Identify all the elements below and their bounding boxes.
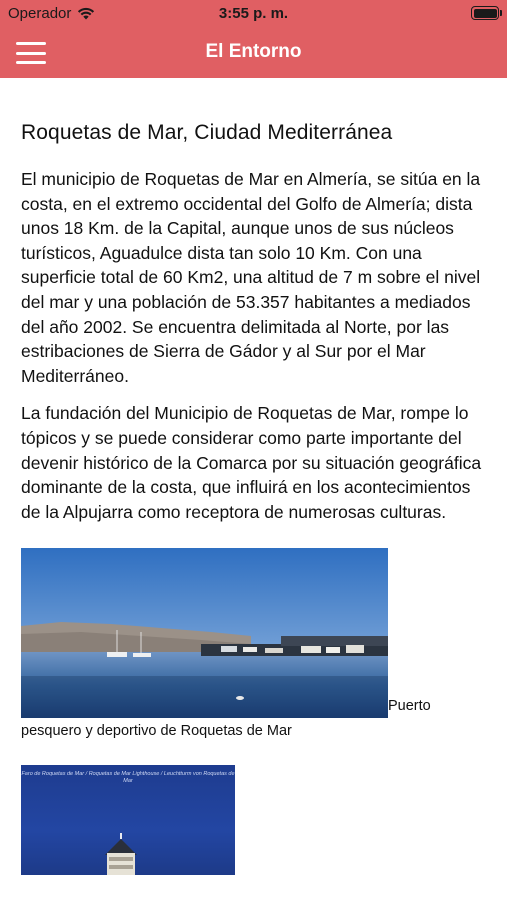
lighthouse-photo-text: Faro de Roquetas de Mar / Roquetas de Mar Lighthouse / Leuchtturm von Roquetas de Mar [21, 771, 235, 785]
navigation-bar [0, 28, 507, 78]
harbor-caption: Puerto pesquero y deportivo de Roquetas de Mar [21, 698, 431, 740]
nav-title: El Entorno [205, 41, 302, 62]
status-bar [0, 0, 507, 28]
status-time: 3:55 p. m. [218, 5, 289, 22]
lighthouse-photo [21, 765, 235, 875]
article-paragraph-1: El municipio de Roquetas de Mar en Almería, se sitúa en la costa, en el extremo occidental del Golfo de Almería; dista unos 18 Km. de la Capital, aunque unos de sus núcleos turísticos, Aguadulce dista tan solo 10 Km. Con una superficie total de 60 Km2, una altitud de 7 m sobre el nivel del mar y una población de 53.357 habitantes a mediados del año 2002. Se encuentra delimitada al Norte, por las estribaciones de Sierra de Gádor y al Sur por el Mar Mediterráneo. [21, 169, 481, 386]
lighthouse-figure [21, 765, 491, 875]
article-content [21, 78, 491, 875]
harbor-photo [21, 548, 388, 718]
harbor-figure [21, 548, 491, 743]
battery-icon [471, 6, 499, 20]
carrier-label: Operador [8, 5, 72, 22]
article-paragraph-2: La fundación del Municipio de Roquetas de Mar, rompe lo tópicos y se puede considerar como parte importante del devenir histórico de la Comarca por su situación geográfica dominante de la costa, que influirá en los acontecimientos de la Alpujarra como receptora de numerosas culturas. [21, 403, 482, 522]
article-heading: Roquetas de Mar, Ciudad Mediterránea [21, 121, 393, 144]
